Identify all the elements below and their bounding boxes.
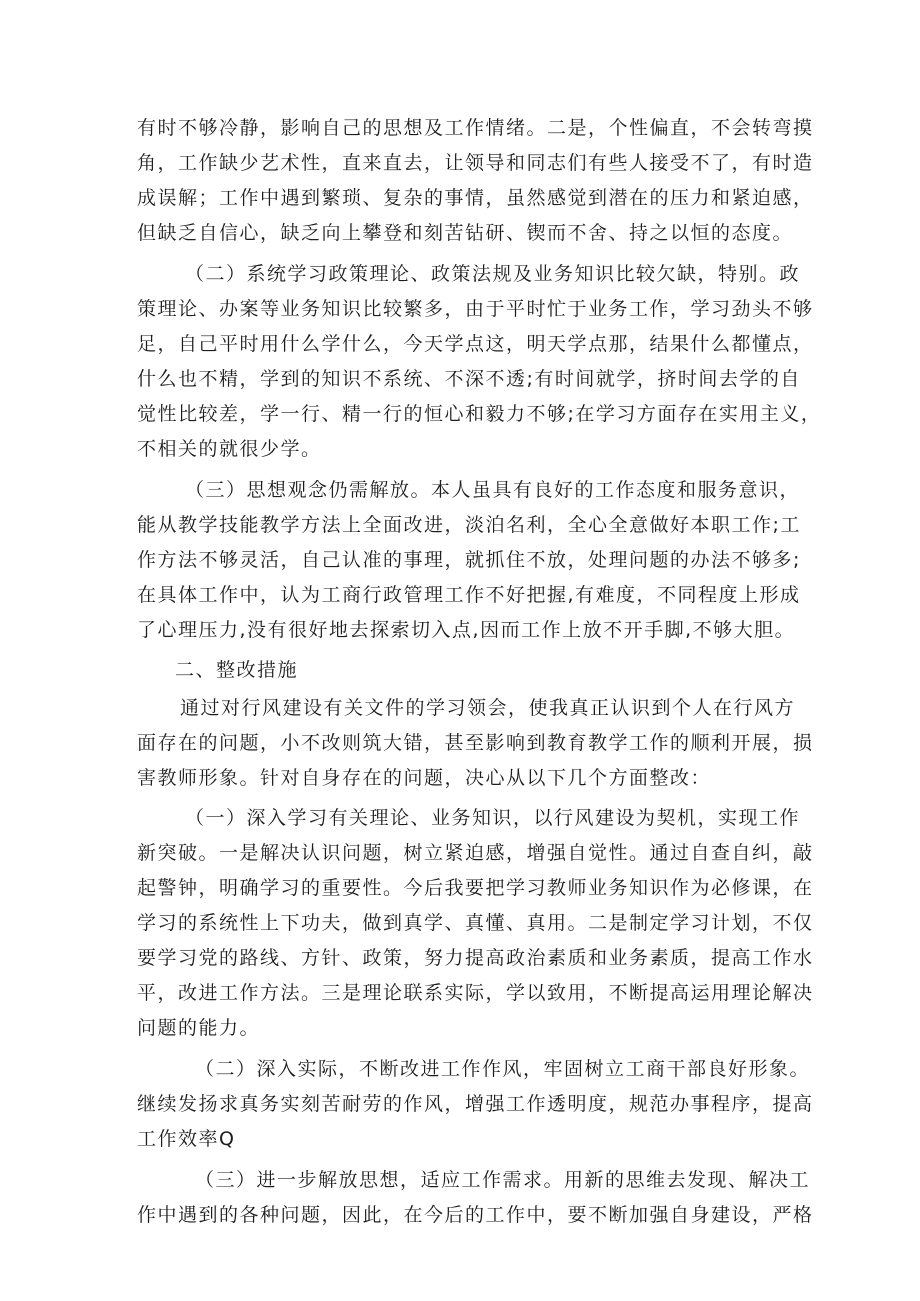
text-line: 有时不够冷静，影响自己的思想及工作情绪。二是，个性偏直，不会转弯摸: [137, 117, 814, 139]
text-line: （三）思想观念仍需解放。本人虽具有良好的工作态度和服务意识，: [185, 479, 801, 501]
text-line: 什么也不精，学到的知识不系统、不深不透;有时间就学，挤时间去学的自: [137, 368, 801, 390]
text-line: （三）进一步解放思想，适应工作需求。用新的思维去发现、解决工: [195, 1169, 811, 1191]
section-heading: 二、整改措施: [175, 659, 299, 681]
text-line: 不相关的就很少学。: [137, 438, 322, 460]
text-line: （一）深入学习有关理论、业务知识，以行风建设为契机，实现工作: [185, 807, 801, 829]
text-line: 平，改进工作方法。三是理论联系实际，学以致用，不断提高运用理论解决: [137, 982, 814, 1004]
text-line: 成误解；工作中遇到繁琐、复杂的事情，虽然感觉到潜在的压力和紧迫感，: [137, 187, 814, 209]
text-line: 问题的能力。: [137, 1017, 261, 1039]
text-line: 起警钟，明确学习的重要性。今后我要把学习教师业务知识作为必修课，在: [137, 877, 814, 899]
text-line: （二）系统学习政策理论、政策法规及业务知识比较欠缺，特别。政: [185, 263, 801, 285]
text-line: 继续发扬求真务实刻苦耐劳的作风，增强工作透明度，规范办事程序，提高: [137, 1093, 814, 1115]
text-line: 作方法不够灵活，自己认准的事理，就抓住不放，处理问题的办法不够多;: [137, 549, 801, 571]
text-line: 学习的系统性上下功夫，做到真学、真懂、真用。二是制定学习计划，不仅: [137, 912, 814, 934]
text-line: 但缺乏自信心，缺乏向上攀登和刻苦钻研、锲而不舍、持之以恒的态度。: [137, 222, 794, 244]
text-line: 面存在的问题，小不改则筑大错，甚至影响到教育教学工作的顺利开展，损: [137, 732, 814, 754]
text-line: 觉性比较差，学一行、精一行的恒心和毅力不够;在学习方面存在实用主义，: [137, 403, 822, 425]
text-line: 能从教学技能教学方法上全面改进，淡泊名利，全心全意做好本职工作;工: [137, 514, 801, 536]
text-line: 新突破。一是解决认识问题，树立紧迫感，增强自觉性。通过自查自纠，敲: [137, 842, 814, 864]
text-line: 足，自己平时用什么学什么，今天学点这，明天学点那，结果什么都懂点，: [137, 333, 814, 355]
text-line: 作中遇到的各种问题，因此，在今后的工作中，要不断加强自身建设，严格: [137, 1204, 814, 1226]
text-line: 在具体工作中，认为工商行政管理工作不好把握,有难度，不同程度上形成: [137, 584, 801, 606]
text-line: 角，工作缺少艺术性，直来直去，让领导和同志们有些人接受不了，有时造: [137, 152, 814, 174]
text-line: 通过对行风建设有关文件的学习领会，使我真正认识到个人在行风方: [180, 697, 796, 719]
text-line: 害教师形象。针对自身存在的问题，决心从以下几个方面整改：: [137, 767, 712, 789]
text-line: 工作效率Q: [137, 1128, 236, 1150]
text-line: （二）深入实际，不断改进工作作风，牢固树立工商干部良好形象。: [195, 1058, 811, 1080]
text-line: 了心理压力,没有很好地去探索切入点,因而工作上放不开手脚,不够大胆。: [137, 619, 796, 641]
text-line: 策理论、办案等业务知识比较繁多，由于平时忙于业务工作，学习劲头不够: [137, 298, 814, 320]
text-line: 要学习党的路线、方针、政策，努力提高政治素质和业务素质，提高工作水: [137, 947, 814, 969]
